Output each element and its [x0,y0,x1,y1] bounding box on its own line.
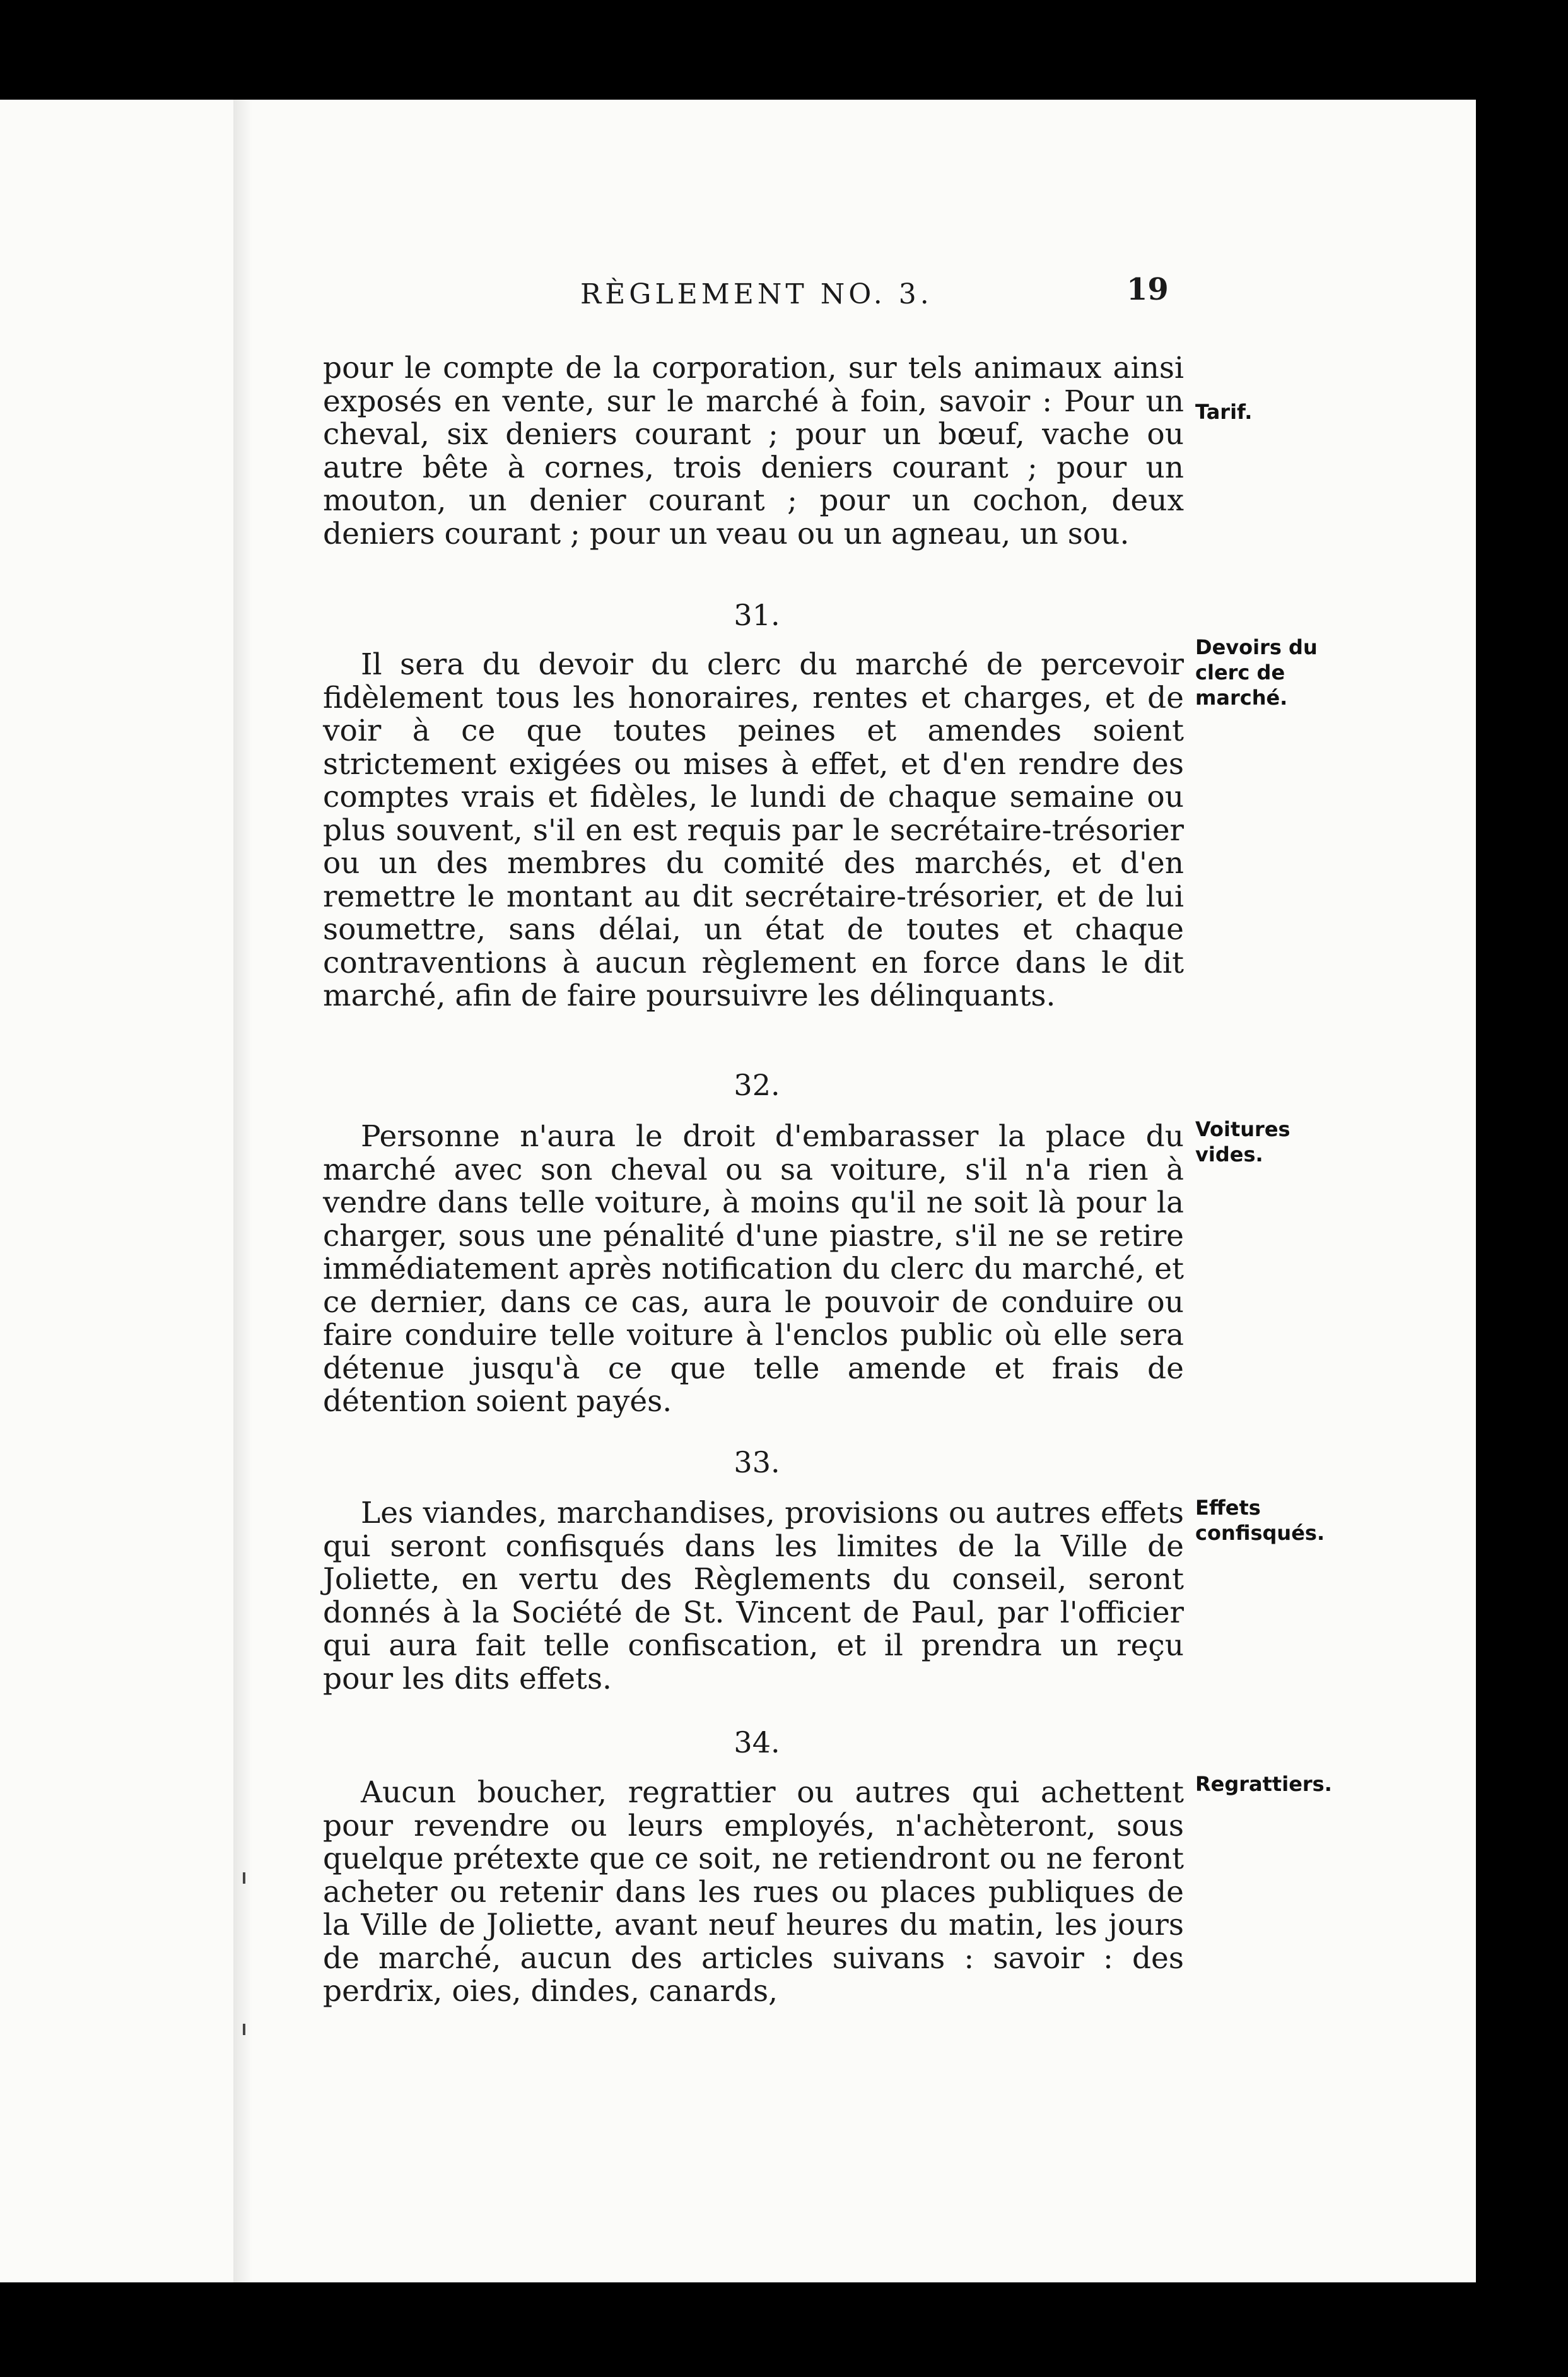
book-page [0,100,1476,2282]
margin-note-regrattiers: Regrattiers. [1195,1772,1332,1796]
section-text: Les viandes, marchandises, provisions ou autres effets qui seront confisqués dans les limites de la Ville de Joliette, en vertu des Règlements du conseil, seront donnés à la Société de St. Vincent de Paul, par l'officier qui aura fait telle confiscation, et il prendra un reçu pour les dits effets. [323,1496,1184,1696]
margin-mark [243,1872,245,1884]
margin-note-devoirs: Devoirs du clerc de marché. [1195,635,1318,710]
margin-mark [243,2024,245,2035]
margin-note-voitures: Voitures vides. [1195,1117,1290,1166]
section-number: 33. [734,1445,780,1479]
section-text: Personne n'aura le droit d'embarasser la place du marché avec son cheval ou sa voiture, s'il n'a rien à vendre dans telle voiture, à moins qu'il ne soit là pour la charger, sous une pénalité d'une piastre, s'il ne se retire immédiatement après notification du clerc du marché, et ce dernier, dans ce cas, aura le pouvoir de conduire ou faire conduire telle voiture à l'enclos public où elle sera détenue jusqu'à ce que telle amende et frais de détention soient payés. [323,1119,1184,1419]
margin-note-tarif: Tarif. [1195,400,1253,424]
page-header [0,272,1476,316]
section-text: Il sera du devoir du clerc du marché de percevoir fidèlement tous les honoraires, rentes et charges, et de voir à ce que toutes peines et amendes soient strictement exigées ou mises à effet, et d'en rendre des comptes vrais et fidèles, le lundi de chaque semaine ou plus souvent, s'il en est requis par le secrétaire-trésorier ou un des membres du comité des marchés, et d'en remettre le montant au dit secrétaire-trésorier, et de lui soumettre, sans délai, un état de toutes et chaque contraventions à aucun règlement en force dans le dit marché, afin de faire poursuivre les délinquants. [323,647,1184,1013]
section-number: 34. [734,1725,780,1759]
margin-note-effets: Effets confisqués. [1195,1496,1325,1545]
running-title: RÈGLEMENT NO. 3. [580,278,933,310]
section-32 [323,1120,1184,1419]
section-34 [323,1776,1184,2009]
page-gutter [233,100,252,2282]
scan-border [1476,100,1568,2282]
page-number: 19 [1126,272,1169,307]
section-text: Aucun boucher, regrattier ou autres qui achettent pour revendre ou leurs employés, n'achèteront, sous quelque prétexte que ce soit, ne retiendront ou ne feront acheter ou retenir dans les rues ou places publiques de la Ville de Joliette, avant neuf heures du matin, les jours de marché, aucun des articles suivans : savoir : des perdrix, oies, dindes, canards, [323,1775,1184,2009]
section-number: 32. [734,1068,780,1102]
section-30-continuation [323,352,1184,551]
section-number: 31. [734,598,780,632]
section-33 [323,1497,1184,1696]
section-text: pour le compte de la corporation, sur tels animaux ainsi exposés en vente, sur le marché à foin, savoir : Pour un cheval, six deniers courant ; pour un bœuf, vache ou autre bête à cornes, trois deniers courant ; pour un mouton, un denier courant ; pour un cochon, deux deniers courant ; pour un veau ou un agneau, un sou. [323,351,1184,551]
section-31 [323,649,1184,1013]
